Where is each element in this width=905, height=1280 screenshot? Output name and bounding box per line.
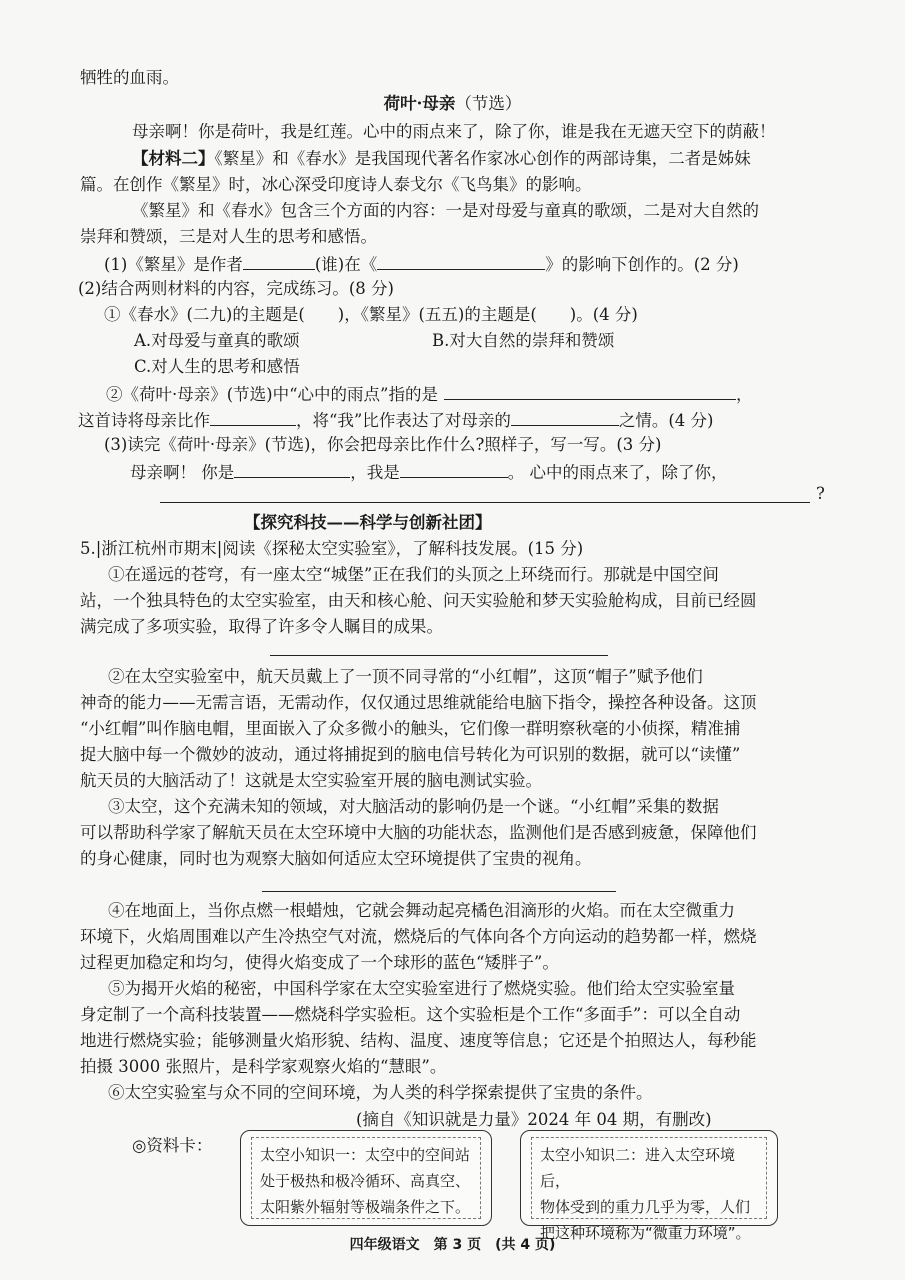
question-2-sub2-line2 [78,407,905,433]
para2-line4: 捉大脑中每一个微妙的波动，通过将捕捉到的脑电信号转化为可识别的数据，就可以“读懂” [80,745,741,764]
q3-blank-i-am[interactable] [400,459,508,478]
option-c: C.对人生的思考和感悟 [134,357,300,376]
previous-text-end: 牺牲的血雨。 [80,68,179,87]
para2-line5: 航天员的大脑活动了！这就是太空实验室开展的脑电测试实验。 [80,771,542,790]
info-card-1 [240,1130,492,1226]
para5-line4: 拍摄 3000 张照片，是科学家观察火焰的“慧眼”。 [80,1057,447,1076]
material2-label: 【材料二】 [132,149,215,168]
para4-line3: 过程更加稳定和均匀，使得火焰变成了一个球形的蓝色“矮胖子”。 [80,953,559,972]
para1-answer-line[interactable] [270,655,608,656]
material2-line3: 《繁星》和《春水》包含三个方面的内容：一是对母爱与童真的歌颂，二是对大自然的 [132,201,759,220]
info-card-2-line2: 物体受到的重力几乎为零，人们 [540,1198,751,1216]
para1-line2: 站，一个独具特色的太空实验室，由天和核心舱、问天实验舱和梦天实验舱构成，目前已经圆 [80,591,757,610]
question-2-sub1: ①《春水》(二九)的主题是( )，《繁星》(五五)的主题是( )。(4 分) [104,305,638,324]
para1-line3: 满完成了多项实验，取得了许多令人瞩目的成果。 [80,617,443,636]
option-a: A.对母爱与童真的歌颂 [134,331,300,350]
info-card-2 [520,1130,778,1242]
para5-line1: ⑤为揭开火焰的秘密，中国科学家在太空实验室进行了燃烧实验。他们给太空实验室量 [108,979,735,998]
poem-title: 荷叶·母亲 [383,94,456,113]
q3-text-b: ，我是 [350,463,400,482]
info-card-2-line1: 太空小知识二：进入太空环境后， [540,1146,736,1190]
info-card-1-line3: 太阳紫外辐射等极端条件之下。 [260,1198,471,1216]
para3-answer-line[interactable] [262,891,616,892]
material2-line2: 篇。在创作《繁星》时，冰心深受印度诗人泰戈尔《飞鸟集》的影响。 [80,175,592,194]
material2-text1: 《繁星》和《春水》是我国现代著名作家冰心创作的两部诗集，二者是姊妹 [214,149,751,168]
para2-line1: ②在太空实验室中，航天员戴上了一顶不同寻常的“小红帽”，这顶“帽子”赋予他们 [108,667,703,686]
para4-line2: 环境下，火焰周围难以产生冷热空气对流，燃烧后的气体向各个方向运动的趋势都一样，燃烧 [80,927,757,946]
q2-sub2-comma: ， [736,385,753,404]
para3-line2: 可以帮助科学家了解航天员在太空环境中大脑的功能状态，监测他们是否感到疲惫，保障他们 [80,823,757,842]
source-citation: (摘自《知识就是力量》2024 年 04 期，有删改) [356,1110,712,1129]
q2-sub2-text-e: 之情。(4 分) [618,411,714,430]
q2-blank-mother[interactable] [210,407,296,426]
material2-line1 [132,147,905,171]
q1-blank-author[interactable] [243,251,315,270]
question-2-intro: (2)结合两则材料的内容，完成练习。(8 分) [78,279,394,298]
para4-line1: ④在地面上，当你点燃一根蜡烛，它就会舞动起亮橘色泪滴形的火焰。而在太空微重力 [108,901,735,920]
info-card-2-line3: 把这种环境称为“微重力环境”。 [540,1224,751,1242]
question-3-intro: (3)读完《荷叶·母亲》(节选)，你会把母亲比作什么?照样子，写一写。(3 分) [104,435,662,454]
q2-sub2-text-d: ，将“我”比作表达了对母亲的 [296,411,511,430]
q1-text-b: (谁)在《 [314,255,378,274]
q1-blank-work[interactable] [377,251,545,270]
question-3-example [130,459,905,485]
q3-text-c: 。 心中的雨点来了，除了你， [507,463,728,482]
page-footer: 四年级语文 第 3 页 (共 4 页) [349,1237,556,1253]
q1-text-c: 》的影响下创作的。(2 分) [545,255,739,274]
para2-line2: 神奇的能力——无需言语，无需动作，仅仅通过思维就能给电脑下指令，操控各种设备。这顶 [80,693,757,712]
q2-sub2-text-c: 这首诗将母亲比作 [78,411,210,430]
section-header [244,511,905,535]
para3-line1: ③太空，这个充满未知的领域，对大脑活动的影响仍是一个谜。“小红帽”采集的数据 [108,797,719,816]
info-card-1-inner [251,1137,481,1219]
para1-line1: ①在遥远的苍穹，有一座太空“城堡”正在我们的头顶之上环绕而行。那就是中国空间 [108,565,719,584]
q2-sub2-text-a: ②《荷叶·母亲》(节选)中“心中的雨点”指的是 [106,385,438,404]
question-5-title: 5.|浙江杭州市期末|阅读《探秘太空实验室》，了解科技发展。(15 分) [80,539,584,558]
question-1 [104,251,905,277]
info-card-1-line2: 处于极热和极冷循环、高真空、 [260,1172,471,1190]
section-header-text: 【探究科技——科学与创新社团】 [244,513,492,532]
q3-text-a: 母亲啊！ 你是 [130,463,235,482]
info-card-1-line1: 太空小知识一：太空中的空间站 [260,1146,471,1164]
card-label: ◎资料卡： [132,1136,213,1155]
q3-answer-line[interactable] [160,502,810,503]
question-2-sub2-line1 [106,381,905,407]
info-card-2-inner [531,1137,767,1242]
poem-title-line [0,92,905,116]
para5-line3: 地进行燃烧实验；能够测量火焰形貌、结构、温度、速度等信息；它还是个拍照达人，每秒能 [80,1031,757,1050]
q2-blank-feeling[interactable] [511,407,619,426]
material2-line4: 崇拜和赞颂，三是对人生的思考和感悟。 [80,227,377,246]
poem-line: 母亲啊！你是荷叶，我是红莲。心中的雨点来了，除了你，谁是我在无遮天空下的荫蔽！ [132,122,776,141]
para3-line3: 的身心健康，同时也为观察大脑如何适应太空环境提供了宝贵的视角。 [80,849,592,868]
q3-blank-you-are[interactable] [234,459,350,478]
q1-text-a: (1)《繁星》是作者 [104,255,243,274]
q2-blank-raindrops[interactable] [444,381,736,400]
para5-line2: 身定制了一个高科技装置——燃烧科学实验柜。这个实验柜是个工作“多面手”：可以全自动 [80,1005,741,1024]
para6: ⑥太空实验室与众不同的空间环境，为人类的科学探索提供了宝贵的条件。 [108,1083,653,1102]
para2-line3: “小红帽”叫作脑电帽，里面嵌入了众多微小的触头，它们像一群明察秋毫的小侦探，精准捕 [80,719,741,738]
poem-title-note: （节选） [455,94,522,113]
q3-question-mark: ? [816,484,825,503]
option-b: B.对大自然的崇拜和赞颂 [432,331,615,350]
